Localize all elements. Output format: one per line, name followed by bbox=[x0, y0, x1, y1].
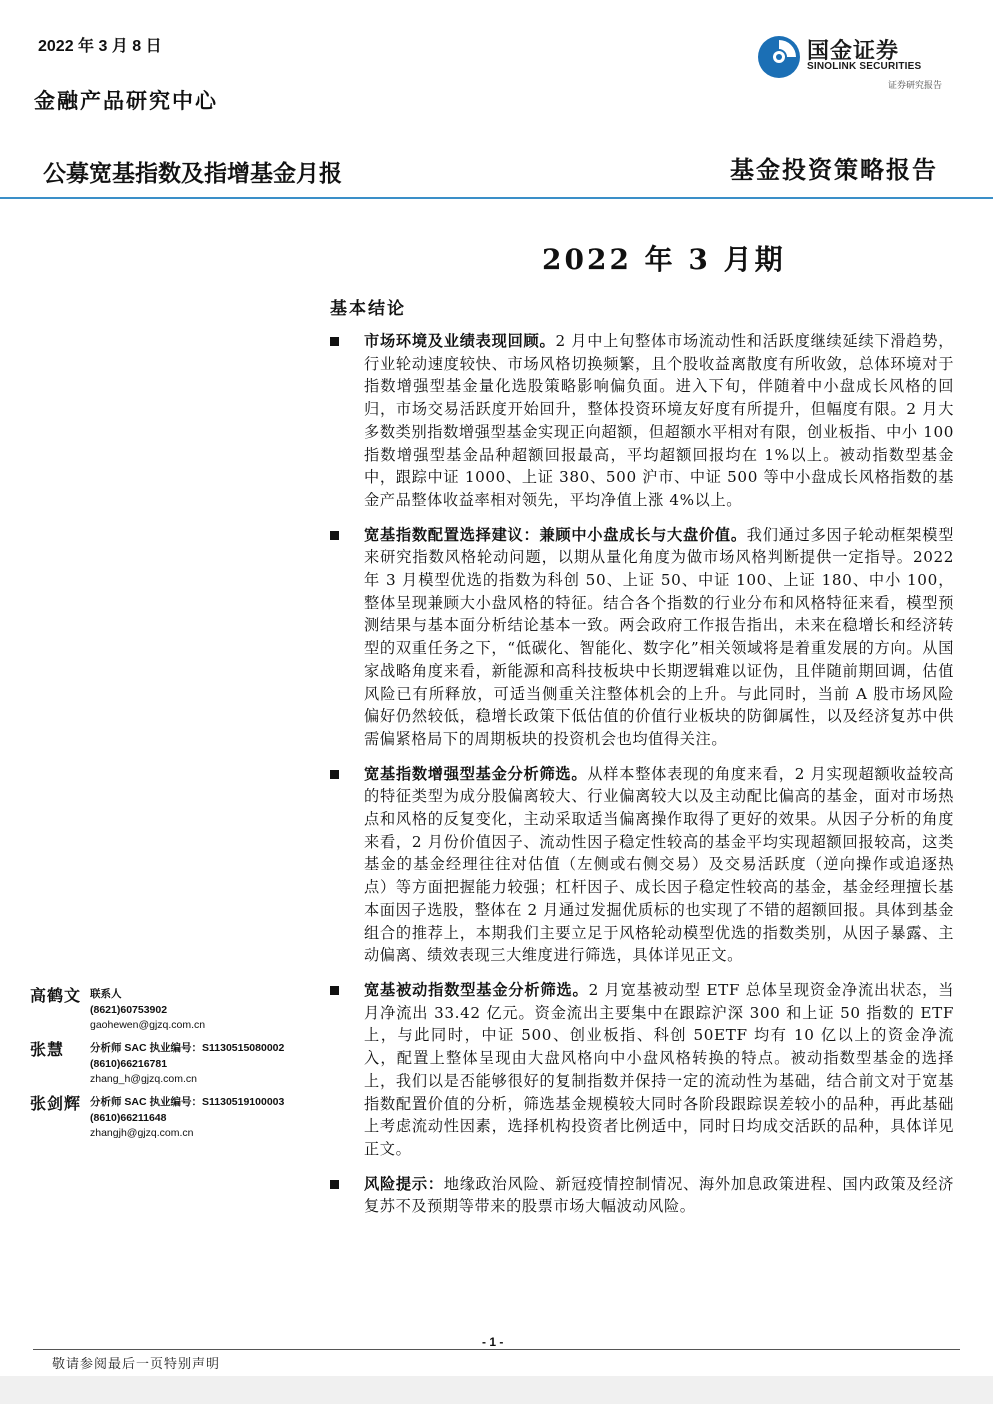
page-bottom-band bbox=[0, 1376, 993, 1404]
analyst-card bbox=[30, 983, 320, 1037]
conclusion-lead: 宽基被动指数型基金分析筛选。 bbox=[364, 980, 589, 999]
analyst-name: 张剑辉 bbox=[30, 1094, 82, 1113]
logo-english-name: SINOLINK SECURITIES bbox=[807, 61, 922, 72]
conclusion-lead: 宽基指数增强型基金分析筛选。 bbox=[364, 764, 588, 783]
analyst-phone: (8610)66211648 bbox=[90, 1111, 167, 1124]
footer-divider bbox=[33, 1349, 960, 1350]
conclusion-lead: 风险提示： bbox=[364, 1174, 444, 1193]
bullet-square-icon bbox=[330, 337, 339, 346]
logo-subtitle: 证券研究报告 bbox=[887, 81, 942, 91]
page-number: - 1 - bbox=[482, 1335, 504, 1349]
analyst-phone: (8610)66216781 bbox=[90, 1057, 168, 1070]
conclusion-text: 2 月宽基被动型 ETF 总体呈现资金净流出状态，当月净流出 33.42 亿元。资金流出主要集中在跟踪沪深 300 和上证 50 指数的 ETF 上，与此同时，中证 500、创业板指、科创 50ETF 均有 10 亿以上的资金净流入，配置上整体呈现由大盘风格向中小盘风格转换的特点。被动指数型基金的选择上，我们以是否能够很好的复制指数并保持一定的流动性为基础，结合前文对于宽基指数配置价值的分析，筛选基金规模较大同时各阶段跟踪误差较小的品种，再此基础上考虑流动性因素，选择机构投资者比例适中，同时日均成交活跃的品种，具体详见正文。 bbox=[364, 980, 954, 1158]
analyst-contacts bbox=[30, 983, 320, 1145]
section-heading: 基本结论 bbox=[330, 299, 406, 319]
conclusion-item bbox=[330, 330, 954, 512]
analyst-role: 分析师 SAC 执业编号：S1130519100003 bbox=[90, 1096, 285, 1108]
conclusion-paragraph bbox=[364, 763, 954, 967]
issue-title: 2022 年 3 月期 bbox=[542, 243, 786, 276]
analyst-card bbox=[30, 1037, 320, 1091]
bullet-square-icon bbox=[330, 531, 339, 540]
analyst-info bbox=[90, 1095, 284, 1142]
conclusion-item bbox=[330, 524, 954, 751]
conclusion-item bbox=[330, 979, 954, 1161]
company-logo bbox=[752, 30, 947, 100]
disclaimer-note: 敬请参阅最后一页特别声明 bbox=[52, 1357, 221, 1372]
conclusion-item bbox=[330, 763, 954, 967]
conclusion-lead: 宽基指数配置选择建议：兼顾中小盘成长与大盘价值。 bbox=[364, 525, 747, 544]
analyst-role: 分析师 SAC 执业编号：S1130515080002 bbox=[90, 1042, 285, 1054]
analyst-info bbox=[90, 987, 205, 1034]
bullet-square-icon bbox=[330, 1180, 339, 1189]
bullet-square-icon bbox=[330, 986, 339, 995]
department-name: 金融产品研究中心 bbox=[34, 88, 218, 113]
report-type: 基金投资策略报告 bbox=[730, 155, 938, 184]
conclusion-item bbox=[330, 1173, 954, 1218]
header-divider bbox=[0, 197, 993, 199]
bullet-square-icon bbox=[330, 770, 339, 779]
conclusion-lead: 市场环境及业绩表现回顾。 bbox=[364, 332, 556, 350]
analyst-info bbox=[90, 1041, 284, 1088]
conclusion-text: 从样本整体表现的角度来看，2 月实现超额收益较高的特征类型为成分股偏离较大、行业偏离较大以及主动配比偏高的基金，面对市场热点和风格的反复变化，主动采取适当偏离操作取得了更好的效果。从因子分析的角度来看，2 月份价值因子、流动性因子稳定性较高的基金平均实现超额回报较高，这类基金的基金经理往往对估值（左侧或右侧交易）及交易活跃度（逆向操作或追逐热点）等方面把握能力较强；杠杆因子、成长因子稳定性较高的基金，基金经理擅长基本面因子选股，整体在 2 月通过发掘优质标的也实现了不错的超额回报。具体到基金组合的推荐上，本期我们主要立足于风格轮动模型优选的指数类别，从因子暴露、主动偏离、绩效表现三大维度进行筛选，具体详见正文。 bbox=[364, 764, 954, 965]
analyst-email[interactable]: zhang_h@gjzq.com.cn bbox=[90, 1073, 197, 1085]
analyst-name: 高鹤文 bbox=[30, 986, 82, 1005]
analyst-role: 联系人 bbox=[90, 988, 122, 1000]
report-title: 公募宽基指数及指增基金月报 bbox=[43, 161, 342, 187]
analyst-phone: (8621)60753902 bbox=[90, 1003, 168, 1016]
conclusion-text: 我们通过多因子轮动框架模型来研究指数风格轮动问题，以期从量化角度为做市场风格判断提供一定指导。2022 年 3 月模型优选的指数为科创 50、上证 50、中证 100、上证 180、中小 100，整体呈现兼顾大小盘风格的特征。结合各个指数的行业分布和风格特征来看，模型预测结果与基本面分析结论基本一致。两会政府工作报告指出，未来在稳增长和经济转型的双重任务之下，“低碳化、智能化、数字化”相关领域将是着重发展的方向。从国家战略角度来看，新能源和高科技板块中长期逻辑难以证伪，且伴随前期回调，估值风险已有所释放，可适当侧重关注整体机会的上升。与此同时，当前 A 股市场风险偏好仍然较低，稳增长政策下低估值的价值行业板块的防御属性，以及经济复苏中供需偏紧格局下的周期板块的投资机会也均值得关注。 bbox=[364, 525, 954, 748]
logo-chinese-name: 国金证券 bbox=[807, 39, 900, 64]
conclusion-paragraph bbox=[364, 1173, 954, 1218]
report-date: 2022 年 3 月 8 日 bbox=[38, 38, 162, 55]
analyst-email[interactable]: zhangjh@gjzq.com.cn bbox=[90, 1127, 194, 1139]
conclusion-paragraph bbox=[364, 330, 954, 512]
sinolink-logo-icon bbox=[756, 34, 802, 80]
analyst-email[interactable]: gaohewen@gjzq.com.cn bbox=[90, 1019, 206, 1031]
conclusion-text: 地缘政治风险、新冠疫情控制情况、海外加息政策进程、国内政策及经济复苏不及预期等带来的股票市场大幅波动风险。 bbox=[364, 1174, 955, 1216]
conclusion-paragraph bbox=[364, 524, 954, 751]
conclusions-list bbox=[330, 330, 954, 1230]
analyst-name: 张慧 bbox=[30, 1040, 65, 1059]
conclusion-paragraph bbox=[364, 979, 954, 1161]
analyst-card bbox=[30, 1091, 320, 1145]
conclusion-text: 2 月中上旬整体市场流动性和活跃度继续延续下滑趋势，行业轮动速度较快、市场风格切换频繁，且个股收益离散度有所收敛，总体环境对于指数增强型基金量化选股策略影响偏负面。进入下旬，伴随着中小盘成长风格的回归，市场交易活跃度开始回升，整体投资环境友好度有所提升，但幅度有限。2 月大多数类别指数增强型基金实现正向超额，但超额水平相对有限，创业板指、中小 100 指数增强型基金品种超额回报最高，平均超额回报均在 1%以上。被动指数型基金中，跟踪中证 1000、上证 380、500 沪市、中证 500 等中小盘成长风格指数的基金产品整体收益率相对领先，平均净值上涨 4%以上。 bbox=[364, 332, 954, 509]
